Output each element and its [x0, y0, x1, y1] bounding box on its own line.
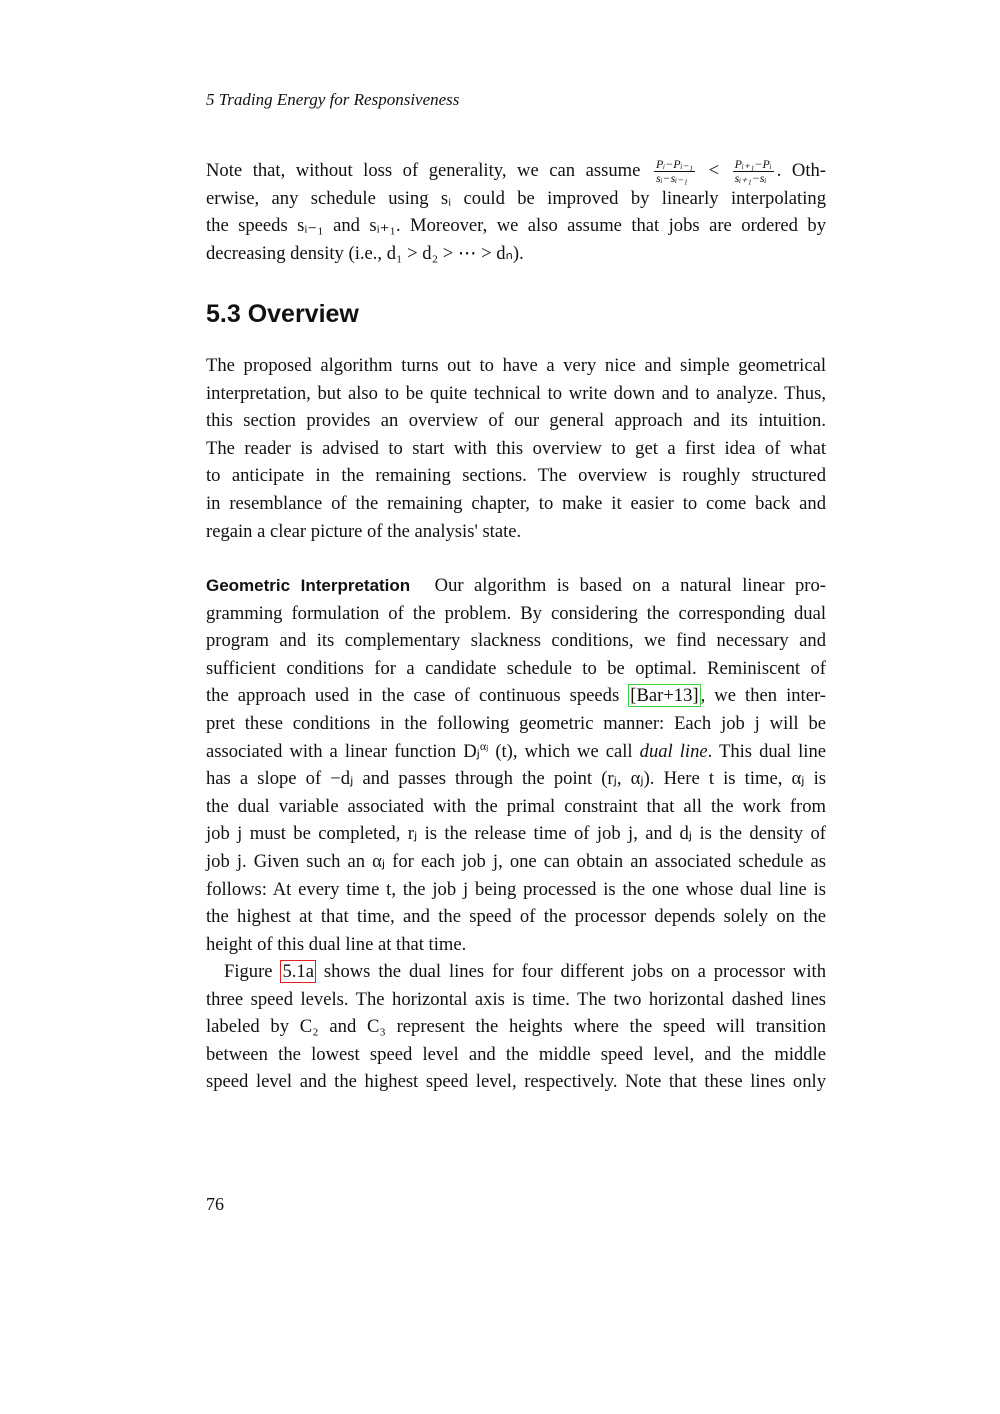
geometric-line: job j must be completed, rⱼ is the release time of job j, and dⱼ is the density of	[206, 823, 826, 845]
geometric-line: the highest at that time, and the speed of the processor depends solely on the	[206, 906, 826, 928]
figure-line-1: Figure 5.1a shows the dual lines for four different jobs on a processor with	[224, 961, 826, 982]
overview-line: The reader is advised to start with this overview to get a first idea of what	[206, 437, 826, 459]
geometric-paragraph	[206, 572, 826, 958]
overview-paragraph	[206, 352, 826, 545]
geometric-line: the dual variable associated with the primal constraint that all the work from	[206, 795, 826, 817]
running-head: 5 Trading Energy for Responsiveness	[206, 90, 460, 109]
page-number: 76	[206, 1194, 224, 1214]
geometric-line: height of this dual line at that time.	[206, 933, 467, 955]
intro-line-4: decreasing density (i.e., d₁ > d₂ > ⋯ > dₙ).	[206, 242, 524, 264]
intro-paragraph	[206, 157, 826, 267]
figure-line: labeled by C₂ and C₃ represent the heights where the speed will transition	[206, 1016, 826, 1038]
geometric-line-5: the approach used in the case of continuous speeds [Bar+13] , we then inter-	[206, 685, 826, 707]
figure-ref-link[interactable]: 5.1a	[282, 961, 314, 982]
paragraph-heading: Geometric Interpretation	[206, 576, 411, 595]
citation-link[interactable]: [Bar+13]	[630, 685, 699, 707]
geometric-line: job j. Given such an αⱼ for each job j, one can obtain an associated schedule as	[206, 850, 826, 872]
geometric-line: program and its complementary slackness conditions, we find necessary and	[206, 630, 826, 652]
overview-line: interpretation, but also to be quite technical to write down and to analyze. Thus,	[206, 382, 826, 404]
intro-line-3: the speeds sᵢ₋₁ and sᵢ₊₁. Moreover, we also assume that jobs are ordered by	[206, 215, 826, 237]
section-title: 5.3 Overview	[206, 300, 359, 328]
overview-line: in resemblance of the remaining chapter, to make it easier to come back and	[206, 492, 826, 514]
overview-line: The proposed algorithm turns out to have a very nice and simple geometrical	[206, 355, 826, 376]
geometric-line-1: Geometric Interpretation Our algorithm is based on a natural linear pro-	[206, 575, 826, 596]
overview-line: regain a clear picture of the analysis' state.	[206, 520, 522, 542]
figure-line: between the lowest speed level and the middle speed level, and the middle	[206, 1043, 826, 1065]
geometric-line: has a slope of −dⱼ and passes through the point (rⱼ, αⱼ). Here t is time, αⱼ is	[206, 768, 826, 790]
intro-line-1: Note that, without loss of generality, we can assume $\frac{\text{Pᵢ−Pᵢ₋₁}}{\text{sᵢ−sᵢ₋₁}}$ < $\frac{\text{Pᵢ₊₁−Pᵢ}}{\text{sᵢ₊₁−sᵢ}}$ . Oth-	[206, 157, 826, 186]
figure-paragraph	[206, 958, 826, 1096]
geometric-line: gramming formulation of the problem. By considering the corresponding dual	[206, 602, 826, 624]
geometric-line: sufficient conditions for a candidate schedule to be optimal. Reminiscent of	[206, 657, 826, 679]
intro-line-2: erwise, any schedule using sᵢ could be improved by linearly interpolating	[206, 187, 826, 209]
overview-line: to anticipate in the remaining sections. The overview is roughly structured	[206, 465, 826, 487]
fraction-1: $\frac{\text{Pᵢ−Pᵢ₋₁}}{\text{sᵢ−sᵢ₋₁}}$	[655, 157, 693, 186]
figure-line: three speed levels. The horizontal axis is time. The two horizontal dashed lines	[206, 988, 826, 1010]
geometric-line: pret these conditions in the following geometric manner: Each job j will be	[206, 712, 826, 734]
figure-line: speed level and the highest speed level, respectively. Note that these lines only	[206, 1071, 826, 1093]
fraction-2: $\frac{\text{Pᵢ₊₁−Pᵢ}}{\text{sᵢ₊₁−sᵢ}}$	[734, 157, 772, 186]
geometric-line-7: associated with a linear function Dⱼ$^{\alpha ⱼ}$ (t), which we call dual line. This dual line	[206, 738, 826, 762]
geometric-line: follows: At every time t, the job j being processed is the one whose dual line is	[206, 878, 826, 900]
overview-line: this section provides an overview of our general approach and its intuition.	[206, 410, 826, 432]
